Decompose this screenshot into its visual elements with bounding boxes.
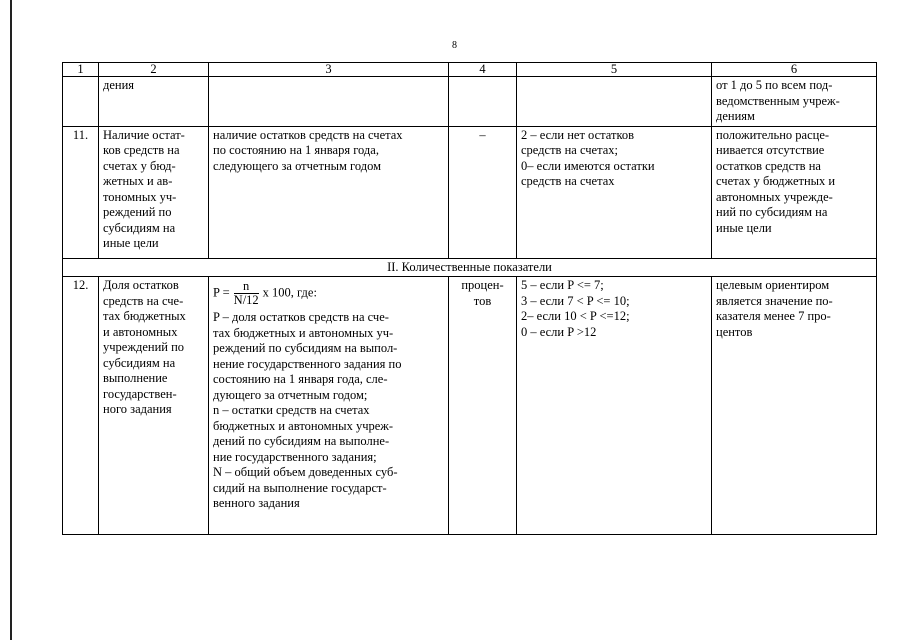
target-cell: от 1 до 5 по всем под- ведомственным учреж- дениям [712,77,877,127]
unit-cell [449,77,517,127]
header-cell: 2 [99,63,209,77]
scores-cell [517,77,712,127]
indicators-table [62,62,877,535]
page-number: 8 [452,40,457,51]
row-number-cell [63,77,99,127]
header-cell: 6 [712,63,877,77]
calculation-text: P – доля остатков средств на сче- тах бюджетных и автономных уч- реждений по субсидиям на выпол- нение государственного задания по состоянию на 1 января года, сле- дующего за отчетным годом; n – остатки средств на счетах бюджетных и автономных учреж- дений по субсидиям на выполне- ние государственного задания; N – общий объем доведенных суб- сидий на выполнение государст- венного задания [213,310,402,510]
row-number-cell: 11. [63,126,99,258]
formula-numerator: n [234,280,259,294]
table-header-row [63,63,877,77]
section-row [63,258,877,277]
page-left-edge [10,0,12,640]
unit-cell: процен- тов [449,277,517,535]
calculation-cell [209,277,449,535]
formula-denominator: N/12 [233,293,259,307]
indicator-name-cell: Наличие остат- ков средств на счетах у бюд- жетных и ав- тономных уч- реждений по субсидиям на иные цели [99,126,209,258]
table-row [63,126,877,258]
scores-cell: 2 – если нет остатков средств на счетах; 0– если имеются остатки средств на счетах [517,126,712,258]
header-cell: 4 [449,63,517,77]
header-cell: 5 [517,63,712,77]
scores-cell: 5 – если P <= 7; 3 – если 7 < P <= 10; 2– если 10 < P <=12; 0 – если P >12 [517,277,712,535]
table-row [63,77,877,127]
formula-rhs: x 100, где: [262,285,317,300]
section-title: II. Количественные показатели [63,258,877,277]
table-row [63,277,877,535]
target-cell: целевым ориентиром является значение по- казателя менее 7 про- центов [712,277,877,535]
target-cell: положительно расце- нивается отсутствие остатков средств на счетах у бюджетных и автономных учрежде- ний по субсидиям на иные цели [712,126,877,258]
header-cell: 1 [63,63,99,77]
calculation-cell [209,77,449,127]
formula-fraction [234,280,259,307]
header-cell: 3 [209,63,449,77]
indicator-name-cell: дения [99,77,209,127]
formula [213,280,444,307]
unit-cell: – [449,126,517,258]
indicator-name-cell: Доля остатков средств на сче- тах бюджетных и автономных учреждений по субсидиям на выполнение государствен- ного задания [99,277,209,535]
row-number-cell: 12. [63,277,99,535]
calculation-cell: наличие остатков средств на счетах по состоянию на 1 января года, следующего за отчетным годом [209,126,449,258]
formula-lhs: P = [213,285,230,300]
